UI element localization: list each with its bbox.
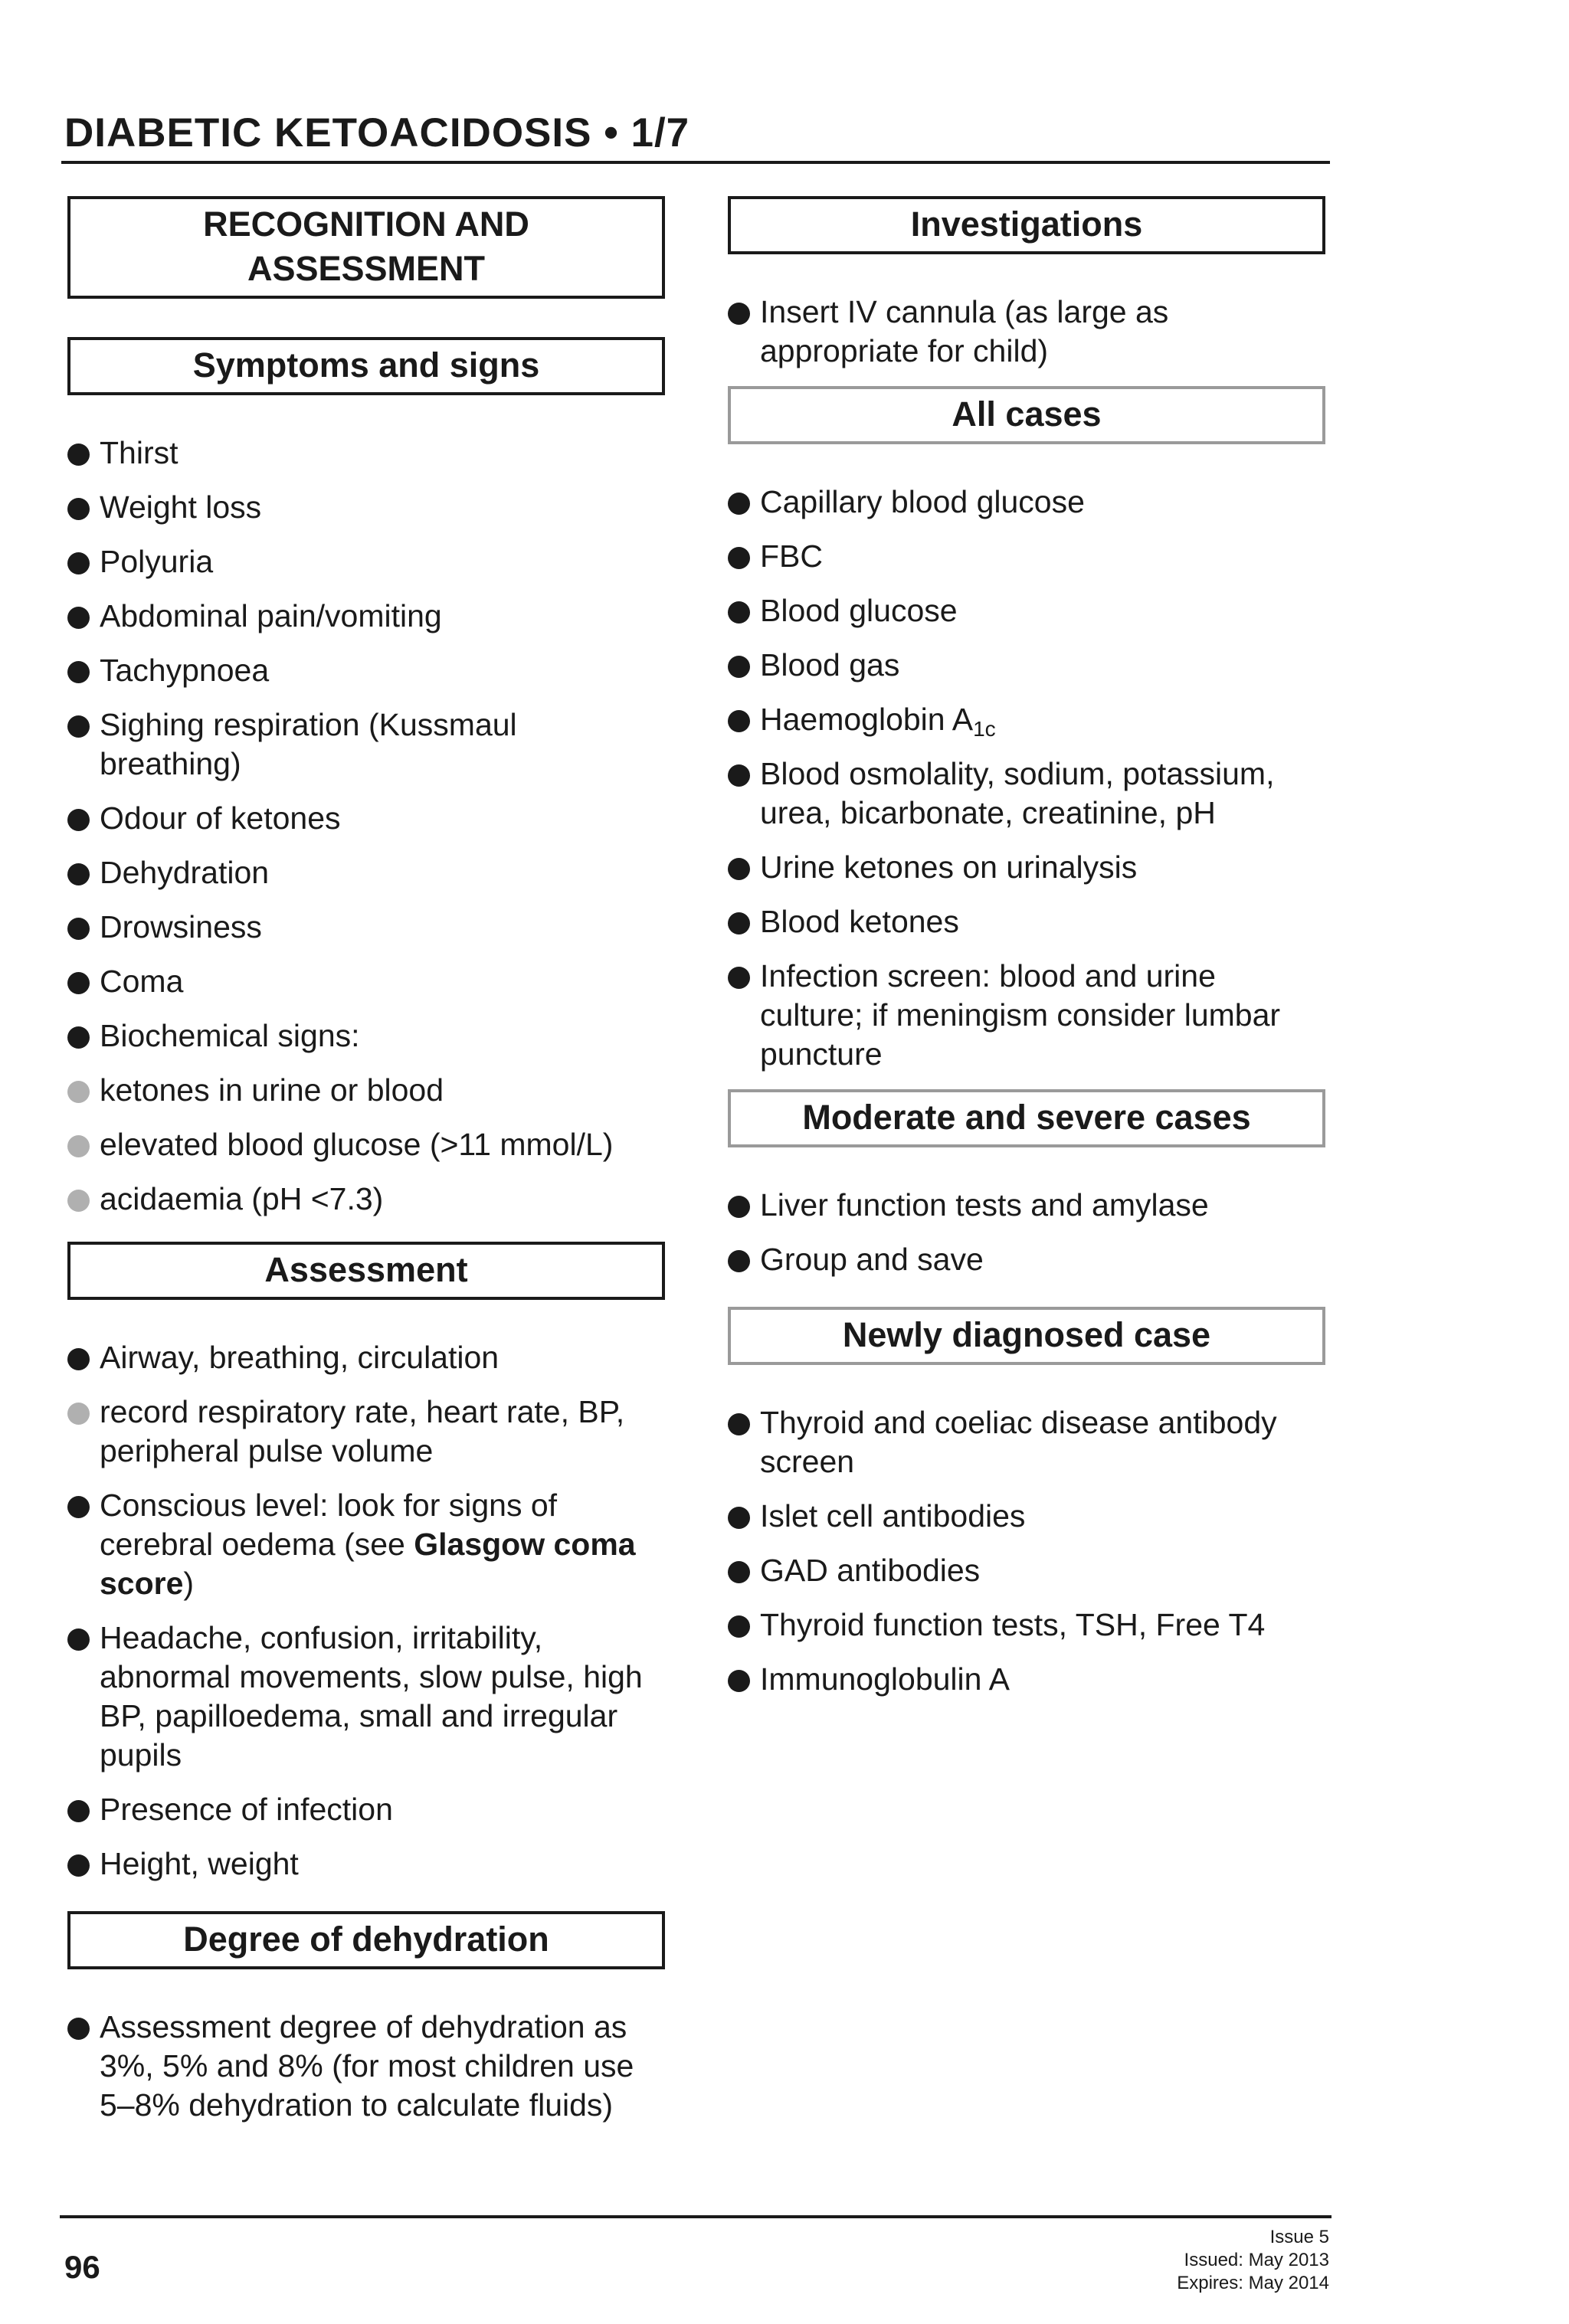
list-item: Airway, breathing, circulation [67,1338,665,1377]
list-item: Group and save [728,1240,1325,1279]
list-item: Headache, confusion, irritability, abnormal movements, slow pulse, high BP, papilloedema, small and irregular pupils [67,1619,665,1775]
list-item: Abdominal pain/vomiting [67,597,665,636]
sub-list-item: record respiratory rate, heart rate, BP, peripheral pulse volume [67,1393,665,1471]
list-item: Thyroid and coeliac disease antibody screen [728,1403,1325,1481]
list-item: Islet cell antibodies [728,1497,1325,1536]
list-item: Tachypnoea [67,651,665,690]
assessment-list [67,1338,665,1884]
footer-rule [60,2215,1332,2218]
list-item: Biochemical signs: [67,1016,665,1056]
list-item: Insert IV cannula (as large as appropriate for child) [728,293,1325,371]
recognition-assessment-header: RECOGNITION AND ASSESSMENT [67,196,665,299]
list-item: Assessment degree of dehydration as 3%, 5% and 8% (for most children use 5–8% dehydration to calculate fluids) [67,2008,665,2125]
conscious-text: Conscious level: look for signs of cerebral oedema (see [100,1488,558,1562]
list-item: Urine ketones on urinalysis [728,848,1325,887]
left-column [67,196,665,2140]
list-item [67,1486,665,1603]
title-rule [61,161,1330,164]
list-item: Weight loss [67,488,665,527]
all-cases-list [728,483,1325,1074]
page-number: 96 [64,2249,100,2285]
issue-info [1177,2226,1329,2295]
list-item: Blood osmolality, sodium, potassium, urea, bicarbonate, creatinine, pH [728,754,1325,833]
haemoglobin-text: Haemoglobin A [760,702,974,737]
issued-date: Issued: May 2013 [1184,2250,1329,2270]
expiry-date: Expires: May 2014 [1177,2273,1329,2293]
list-item: Drowsiness [67,908,665,947]
list-item: Odour of ketones [67,799,665,838]
dehydration-list [67,2008,665,2125]
right-column [728,196,1325,1714]
assessment-header: Assessment [67,1242,665,1300]
page-title: DIABETIC KETOACIDOSIS • 1/7 [64,110,690,155]
list-item: Infection screen: blood and urine culture; if meningism consider lumbar puncture [728,957,1325,1074]
list-item: Presence of infection [67,1790,665,1829]
sub-list-item: ketones in urine or blood [67,1071,665,1110]
list-item: Coma [67,962,665,1001]
list-item: Capillary blood glucose [728,483,1325,522]
list-item: Polyuria [67,542,665,581]
newly-diagnosed-case-header: Newly diagnosed case [728,1307,1325,1365]
list-item: Thyroid function tests, TSH, Free T4 [728,1606,1325,1645]
moderate-severe-cases-header: Moderate and severe cases [728,1089,1325,1147]
list-item: Blood glucose [728,591,1325,630]
list-item: Height, weight [67,1844,665,1884]
glasgow-coma-score-reference: Glasgow coma score [100,1527,636,1601]
list-item [728,700,1325,739]
list-item: Dehydration [67,853,665,892]
haemoglobin-subscript: 1c [973,717,996,741]
investigations-header: Investigations [728,196,1325,254]
list-item: Blood gas [728,646,1325,685]
list-item: Sighing respiration (Kussmaul breathing) [67,705,665,784]
moderate-severe-list [728,1186,1325,1279]
symptoms-list [67,434,665,1219]
list-item: FBC [728,537,1325,576]
symptoms-and-signs-header: Symptoms and signs [67,337,665,395]
sub-list-item: elevated blood glucose (>11 mmol/L) [67,1125,665,1164]
list-item: GAD antibodies [728,1551,1325,1590]
list-item: Thirst [67,434,665,473]
list-item: Liver function tests and amylase [728,1186,1325,1225]
issue-number: Issue 5 [1269,2227,1329,2247]
newly-diagnosed-list [728,1403,1325,1699]
investigations-list [728,293,1325,371]
conscious-text-end: ) [183,1566,195,1601]
list-item: Blood ketones [728,902,1325,941]
all-cases-header: All cases [728,386,1325,444]
degree-of-dehydration-header: Degree of dehydration [67,1911,665,1969]
sub-list-item: acidaemia (pH <7.3) [67,1180,665,1219]
list-item: Immunoglobulin A [728,1660,1325,1699]
